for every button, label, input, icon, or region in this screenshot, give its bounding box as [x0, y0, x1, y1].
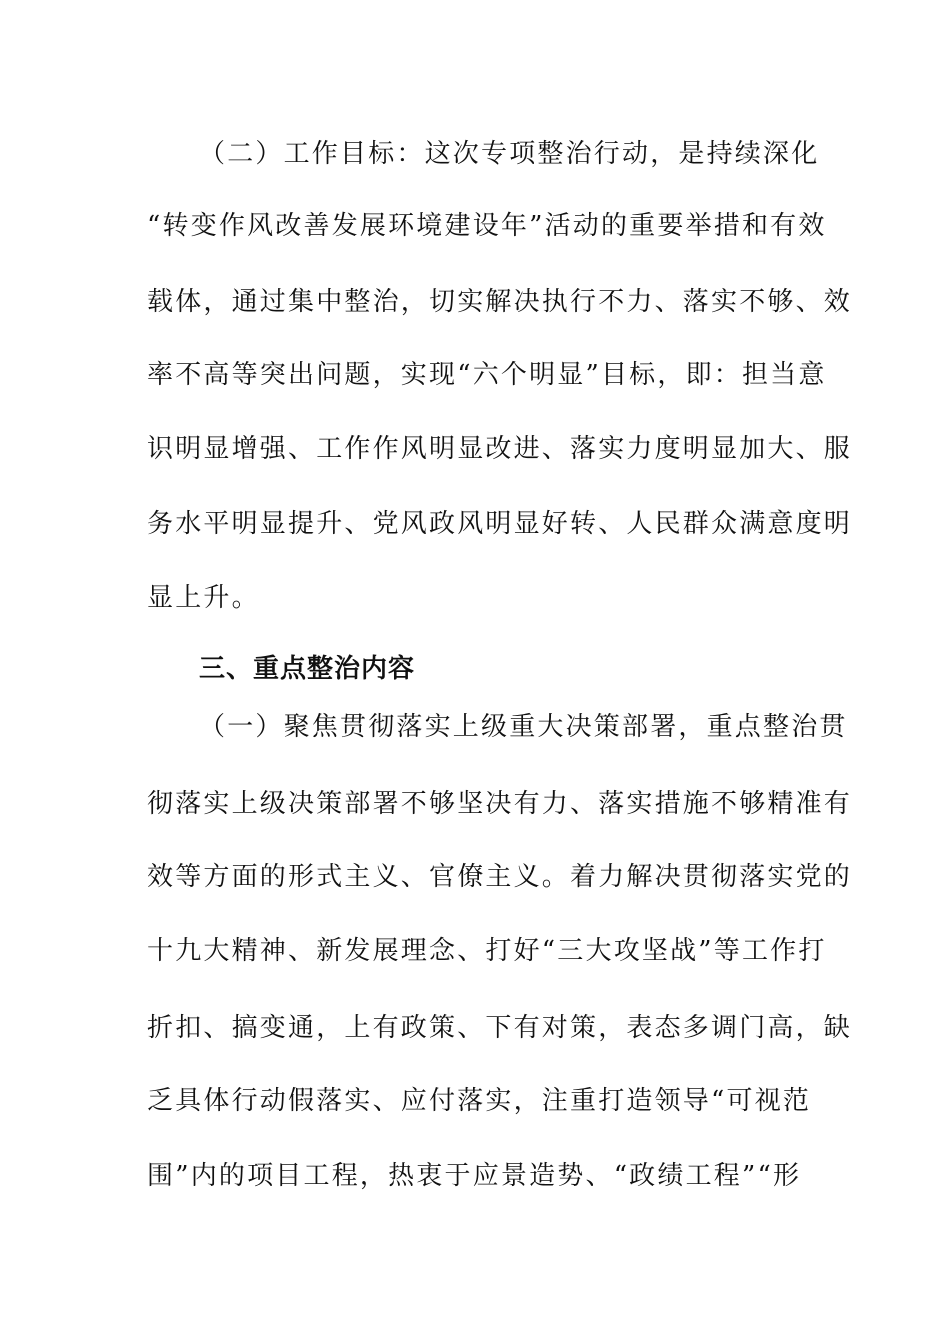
focus-paragraph-line: （一）聚焦贯彻落实上级重大决策部署，重点整治贯: [199, 712, 848, 742]
goal-paragraph-line: “转变作风改善发展环境建设年”活动的重要举措和有效: [147, 211, 827, 241]
goal-paragraph-line: 务水平明显提升、党风政风明显好转、人民群众满意度明: [147, 509, 853, 539]
goal-paragraph-line: 载体，通过集中整治，切实解决执行不力、落实不够、效: [147, 287, 853, 317]
goal-paragraph-line: （二）工作目标：这次专项整治行动，是持续深化: [199, 139, 820, 169]
focus-paragraph-line: 彻落实上级决策部署不够坚决有力、落实措施不够精准有: [147, 789, 853, 819]
focus-paragraph-line: 十九大精神、新发展理念、打好“三大攻坚战”等工作打: [147, 936, 827, 966]
goal-paragraph-line: 显上升。: [147, 583, 260, 613]
focus-paragraph-line: 效等方面的形式主义、官僚主义。着力解决贯彻落实党的: [147, 862, 853, 892]
goal-paragraph-line: 识明显增强、工作作风明显改进、落实力度明显加大、服: [147, 434, 853, 464]
focus-paragraph-line: 乏具体行动假落实、应付落实，注重打造领导“可视范: [147, 1086, 812, 1116]
section-heading: 三、重点整治内容: [199, 654, 416, 684]
focus-paragraph-line: 围”内的项目工程，热衷于应景造势、“政绩工程”“形: [147, 1161, 802, 1191]
focus-paragraph-line: 折扣、搞变通，上有政策、下有对策，表态多调门高，缺: [147, 1013, 853, 1043]
goal-paragraph-line: 率不高等突出问题，实现“六个明显”目标，即：担当意: [147, 360, 827, 390]
